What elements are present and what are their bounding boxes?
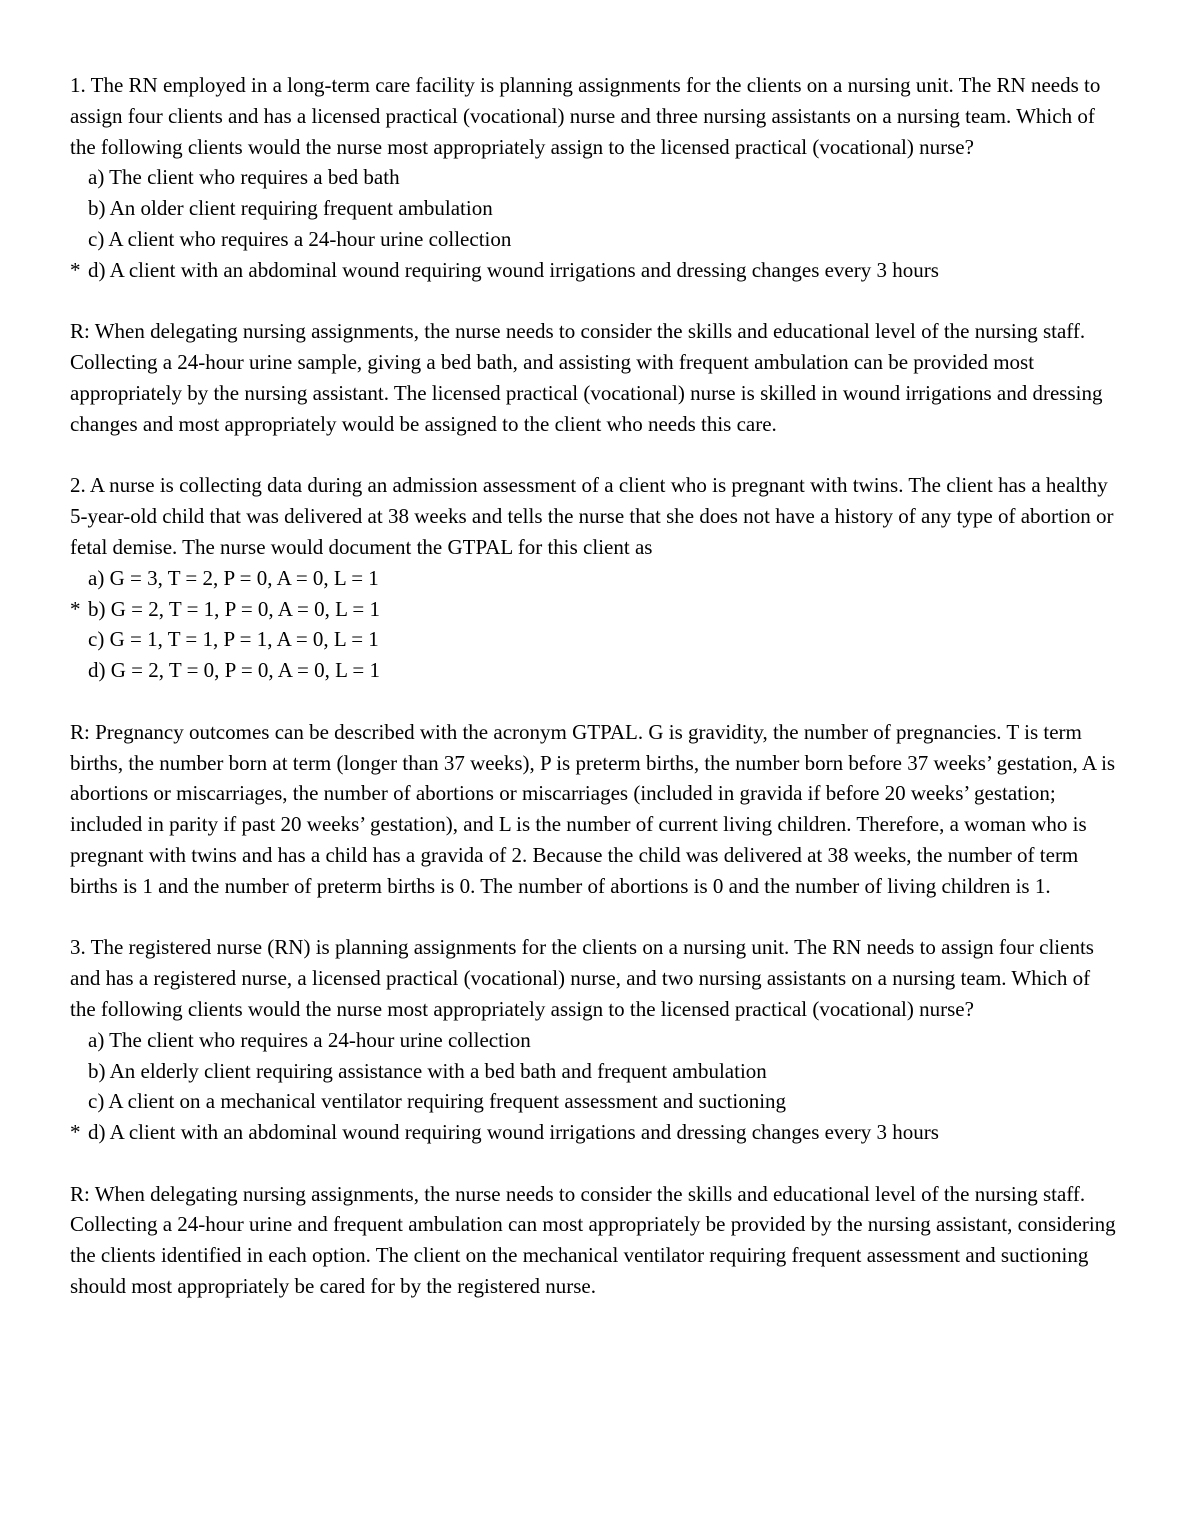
option-text: a) G = 3, T = 2, P = 0, A = 0, L = 1 <box>88 565 379 590</box>
answer-marker <box>70 563 88 594</box>
answer-marker <box>70 624 88 655</box>
document-page <box>70 70 1120 1302</box>
spacer <box>70 1148 1120 1179</box>
option-text: c) A client on a mechanical ventilator requiring frequent assessment and suctioning <box>88 1089 787 1114</box>
option-text: d) A client with an abdominal wound requiring wound irrigations and dressing changes every 3 hours <box>88 257 939 282</box>
question-1-option-a <box>70 162 1120 193</box>
question-1-option-b <box>70 193 1120 224</box>
answer-marker <box>70 1025 88 1056</box>
spacer <box>70 440 1120 471</box>
answer-marker <box>70 224 88 255</box>
option-text: b) An elderly client requiring assistance with a bed bath and frequent ambulation <box>88 1058 767 1083</box>
spacer <box>70 686 1120 717</box>
option-text: c) G = 1, T = 1, P = 1, A = 0, L = 1 <box>88 627 379 652</box>
option-text: c) A client who requires a 24-hour urine collection <box>88 226 512 251</box>
question-3-option-d <box>70 1117 1120 1148</box>
question-2-option-c <box>70 624 1120 655</box>
answer-marker: * <box>70 257 81 282</box>
question-3-option-b <box>70 1056 1120 1087</box>
question-3-stem: 3. The registered nurse (RN) is planning assignments for the clients on a nursing unit. The RN needs to assign four clients and has a registered nurse, a licensed practical (vocational) nurse, and two nursing assistants on a nursing team. Which of the following clients would the nurse most appropriately assign to the licensed practical (vocational) nurse? <box>70 935 1094 1021</box>
question-1-rationale: R: When delegating nursing assignments, the nurse needs to consider the skills and educational level of the nursing staff. Collecting a 24-hour urine sample, giving a bed bath, and assisting with frequent ambulation can be provided most appropriately by the nursing assistant. The licensed practical (vocational) nurse is skilled in wound irrigations and dressing changes and most appropriately would be assigned to the client who needs this care. <box>70 319 1103 436</box>
answer-marker <box>70 193 88 224</box>
question-2-option-a <box>70 563 1120 594</box>
option-text: a) The client who requires a 24-hour urine collection <box>88 1027 531 1052</box>
question-1-option-c <box>70 224 1120 255</box>
option-text: d) A client with an abdominal wound requiring wound irrigations and dressing changes every 3 hours <box>88 1120 939 1145</box>
answer-marker <box>70 655 88 686</box>
option-text: d) G = 2, T = 0, P = 0, A = 0, L = 1 <box>88 658 380 683</box>
question-1-option-d <box>70 255 1120 286</box>
spacer <box>70 286 1120 317</box>
question-2-rationale: R: Pregnancy outcomes can be described with the acronym GTPAL. G is gravidity, the number of pregnancies. T is term births, the number born at term (longer than 37 weeks), P is preterm births, the number born before 37 weeks’ gestation, A is abortions or miscarriages, the number of abortions or miscarriages (included in gravida if before 20 weeks’ gestation; included in parity if past 20 weeks’ gestation), and L is the number of current living children. Therefore, a woman who is pregnant with twins and has a child has a gravida of 2. Because the child was delivered at 38 weeks, the number of term births is 1 and the number of preterm births is 0. The number of abortions is 0 and the number of living children is 1. <box>70 719 1116 898</box>
question-1-stem: 1. The RN employed in a long-term care facility is planning assignments for the clients on a nursing unit. The RN needs to assign four clients and has a licensed practical (vocational) nurse and three nursing assistants on a nursing team. Which of the following clients would the nurse most appropriately assign to the licensed practical (vocational) nurse? <box>70 73 1101 159</box>
question-2-stem: 2. A nurse is collecting data during an admission assessment of a client who is pregnant with twins. The client has a healthy 5-year-old child that was delivered at 38 weeks and tells the nurse that she does not have a history of any type of abortion or fetal demise. The nurse would document the GTPAL for this client as <box>70 473 1114 559</box>
question-3-option-a <box>70 1025 1120 1056</box>
question-2-option-b <box>70 594 1120 625</box>
option-text: b) G = 2, T = 1, P = 0, A = 0, L = 1 <box>88 596 380 621</box>
spacer <box>70 902 1120 933</box>
question-3-option-c <box>70 1086 1120 1117</box>
option-text: a) The client who requires a bed bath <box>88 165 400 190</box>
question-3-rationale: R: When delegating nursing assignments, the nurse needs to consider the skills and educational level of the nursing staff. Collecting a 24-hour urine and frequent ambulation can most appropriately be provided by the nursing assistant, considering the clients identified in each option. The client on the mechanical ventilator requiring frequent assessment and suctioning should most appropriately be cared for by the registered nurse. <box>70 1181 1116 1299</box>
answer-marker <box>70 1056 88 1087</box>
option-text: b) An older client requiring frequent ambulation <box>88 196 493 221</box>
answer-marker <box>70 162 88 193</box>
question-3 <box>70 932 1120 1302</box>
question-2 <box>70 470 1120 901</box>
answer-marker: * <box>70 1120 81 1145</box>
question-2-option-d <box>70 655 1120 686</box>
answer-marker <box>70 1086 88 1117</box>
question-1 <box>70 70 1120 440</box>
answer-marker: * <box>70 596 81 621</box>
